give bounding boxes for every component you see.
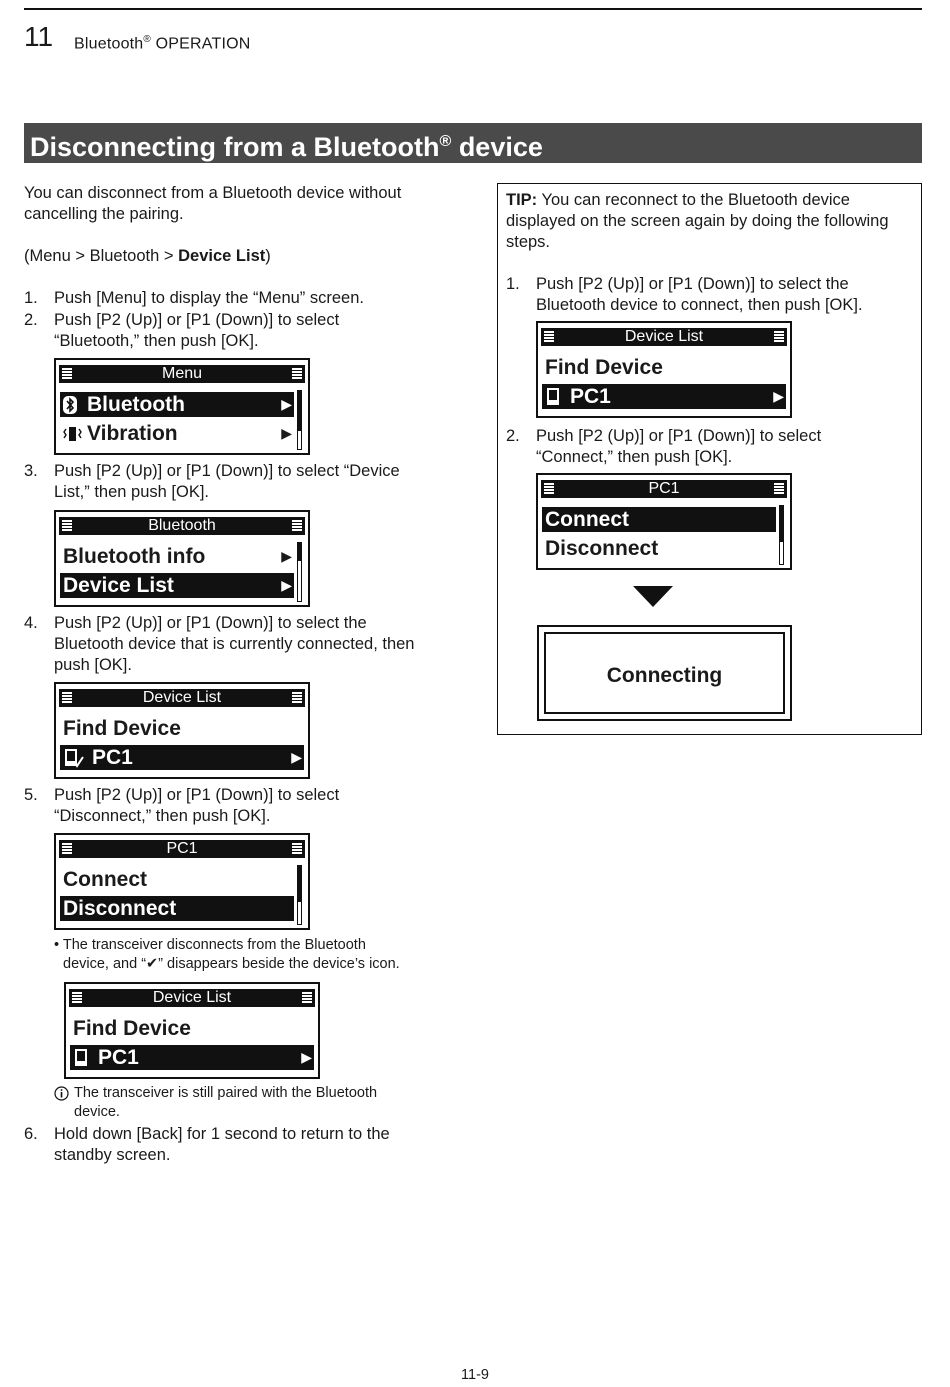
scrollbar[interactable]: [297, 390, 302, 450]
step-text: Push [Menu] to display the “Menu” screen.: [54, 289, 364, 307]
step-text: List,” then push [OK].: [54, 483, 209, 501]
bluetooth-icon: [63, 396, 77, 414]
menu-item-disconnect[interactable]: [542, 536, 776, 561]
arrow-right-icon: ▶: [773, 388, 784, 404]
menu-item-label: Connect: [545, 508, 629, 531]
menu-item-bluetooth[interactable]: [60, 392, 294, 417]
scrollbar[interactable]: [297, 865, 302, 925]
tip-step-text: Push [P2 (Up)] or [P1 (Down)] to select the: [536, 275, 849, 293]
menu-item-bluetooth-info[interactable]: [60, 544, 294, 569]
device-item-pc1[interactable]: [60, 745, 304, 770]
lcd-title: Device List: [152, 989, 232, 1006]
lcd-device-list-after-screen: [64, 982, 320, 1079]
tip-step-number: 1.: [506, 275, 520, 293]
lcd-title: Menu: [161, 365, 203, 382]
scroll-grip-icon: [62, 520, 72, 532]
device-item-pc1[interactable]: [542, 384, 786, 409]
menu-item-label: Device List: [63, 574, 174, 597]
menu-path: (Menu > Bluetooth > Device List): [24, 247, 271, 265]
intro-line-1: You can disconnect from a Bluetooth device without: [24, 184, 402, 202]
scroll-grip-icon: [544, 331, 554, 343]
step-text: Push [P2 (Up)] or [P1 (Down)] to select the: [54, 614, 367, 632]
menu-item-find-device[interactable]: [70, 1016, 314, 1041]
scroll-grip-icon: [544, 483, 554, 495]
step-text: Push [P2 (Up)] or [P1 (Down)] to select “Device: [54, 462, 400, 480]
menu-item-find-device[interactable]: [542, 355, 786, 380]
scroll-grip-icon: [62, 843, 72, 855]
menu-item-label: Vibration: [87, 422, 178, 445]
device-icon: [546, 387, 562, 407]
lcd-title-bar: [541, 328, 787, 346]
tip-line-3: steps.: [506, 233, 551, 251]
step-text: “Disconnect,” then push [OK].: [54, 807, 271, 825]
step-text: standby screen.: [54, 1146, 171, 1164]
menu-item-label: Bluetooth: [87, 393, 185, 416]
header-rule: [24, 8, 922, 10]
lcd-tip-device-list-screen: [536, 321, 792, 418]
tip-step-text: Bluetooth device to connect, then push [OK].: [536, 296, 863, 314]
step-number: 2.: [24, 311, 38, 329]
menu-item-label: Find Device: [73, 1017, 191, 1040]
device-connected-icon: [64, 748, 84, 768]
menu-item-device-list[interactable]: [60, 573, 294, 598]
menu-item-vibration[interactable]: [60, 421, 294, 446]
menu-item-connect[interactable]: [542, 507, 776, 532]
device-item-pc1[interactable]: [70, 1045, 314, 1070]
menu-item-connect[interactable]: [60, 867, 294, 892]
scroll-grip-icon: [292, 692, 302, 704]
lcd-title-bar: [59, 517, 305, 535]
connecting-text: Connecting: [606, 664, 723, 687]
down-arrow-icon: [633, 586, 673, 607]
step-text: “Bluetooth,” then push [OK].: [54, 332, 259, 350]
tip-step-text: Push [P2 (Up)] or [P1 (Down)] to select: [536, 427, 822, 445]
scroll-grip-icon: [774, 483, 784, 495]
step-text: Push [P2 (Up)] or [P1 (Down)] to select: [54, 786, 340, 804]
lcd-tip-pc1-screen: [536, 473, 792, 570]
scroll-grip-icon: [62, 692, 72, 704]
scroll-grip-icon: [774, 331, 784, 343]
lcd-title: Device List: [624, 328, 704, 345]
arrow-right-icon: ▶: [291, 749, 302, 765]
tip-step-text: “Connect,” then push [OK].: [536, 448, 733, 466]
menu-item-label: PC1: [98, 1046, 139, 1069]
note-bullet-cont: device, and “✔” disappears beside the device’s icon.: [63, 956, 400, 972]
tip-step-number: 2.: [506, 427, 520, 445]
step-text: Hold down [Back] for 1 second to return to the: [54, 1125, 390, 1143]
menu-item-label: PC1: [570, 385, 611, 408]
menu-item-find-device[interactable]: [60, 716, 304, 741]
menu-item-label: Find Device: [545, 356, 663, 379]
lcd-title: PC1: [648, 480, 680, 497]
step-number: 3.: [24, 462, 38, 480]
step-number: 6.: [24, 1125, 38, 1143]
lcd-title-bar: [59, 689, 305, 707]
step-text: Push [P2 (Up)] or [P1 (Down)] to select: [54, 311, 340, 329]
device-icon: [74, 1048, 90, 1068]
scroll-grip-icon: [72, 992, 82, 1004]
menu-item-label: Disconnect: [63, 897, 177, 920]
step-text: push [OK].: [54, 656, 132, 674]
intro-line-2: cancelling the pairing.: [24, 205, 184, 223]
arrow-right-icon: ▶: [281, 548, 292, 564]
lcd-title-bar: [59, 840, 305, 858]
menu-item-label: Connect: [63, 868, 147, 891]
arrow-right-icon: ▶: [281, 396, 292, 412]
info-icon: [54, 1086, 69, 1101]
vibration-icon: [62, 425, 82, 443]
arrow-right-icon: ▶: [281, 425, 292, 441]
lcd-device-list-screen: [54, 682, 310, 779]
info-note: The transceiver is still paired with the Bluetooth: [74, 1085, 378, 1101]
section-title: Disconnecting from a Bluetooth® device: [30, 132, 543, 162]
lcd-title: Device List: [142, 689, 222, 706]
scroll-grip-icon: [292, 368, 302, 380]
scrollbar[interactable]: [779, 505, 784, 565]
scroll-grip-icon: [62, 368, 72, 380]
menu-item-label: Disconnect: [545, 537, 659, 560]
step-number: 1.: [24, 289, 38, 307]
step-text: Bluetooth device that is currently connected, then: [54, 635, 415, 653]
step-number: 5.: [24, 786, 38, 804]
lcd-title: PC1: [166, 840, 198, 857]
page-number: 11-9: [461, 1367, 489, 1383]
menu-item-disconnect[interactable]: [60, 896, 294, 921]
scrollbar[interactable]: [297, 542, 302, 602]
lcd-title-bar: [59, 365, 305, 383]
chapter-number: 11: [24, 21, 54, 52]
tip-line-1: TIP: You can reconnect to the Bluetooth device: [506, 191, 850, 209]
menu-item-label: Find Device: [63, 717, 181, 740]
menu-item-label: PC1: [92, 746, 133, 769]
note-bullet: • The transceiver disconnects from the Bluetooth: [54, 937, 366, 953]
lcd-connecting-frame: [544, 632, 785, 714]
lcd-bluetooth-screen: [54, 510, 310, 607]
arrow-right-icon: ▶: [301, 1049, 312, 1065]
lcd-connecting-screen: [537, 625, 792, 721]
arrow-right-icon: ▶: [281, 577, 292, 593]
menu-item-label: Bluetooth info: [63, 545, 206, 568]
lcd-menu-screen: [54, 358, 310, 455]
lcd-pc1-screen: [54, 833, 310, 930]
lcd-title: Bluetooth: [148, 517, 216, 534]
tip-line-2: displayed on the screen again by doing the following: [506, 212, 889, 230]
scroll-grip-icon: [292, 843, 302, 855]
scroll-grip-icon: [292, 520, 302, 532]
scroll-grip-icon: [302, 992, 312, 1004]
step-number: 4.: [24, 614, 38, 632]
info-note-cont: device.: [74, 1104, 120, 1120]
lcd-title-bar: [69, 989, 315, 1007]
lcd-title-bar: [541, 480, 787, 498]
chapter-title: Bluetooth® OPERATION: [74, 34, 251, 53]
